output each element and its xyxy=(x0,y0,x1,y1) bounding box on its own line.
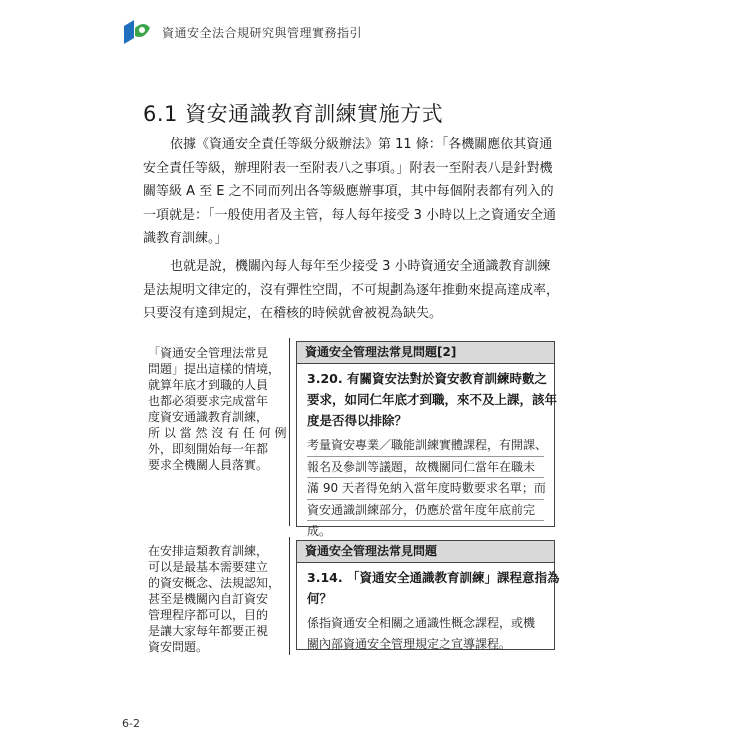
faq-question xyxy=(297,364,558,431)
margin-note-2 xyxy=(148,543,283,655)
faq-answer xyxy=(297,609,554,654)
note-line: 甚至是機關內自訂資安 xyxy=(148,592,269,606)
body-paragraph-2 xyxy=(143,255,575,326)
faq-box-header: 資通安全管理法常見問題[2] xyxy=(297,342,554,364)
body-paragraph-1 xyxy=(143,133,575,251)
answer-line: 報名及參訓等議題，故機關同仁當年在職未 xyxy=(307,457,544,479)
faq-box-header: 資通安全管理法常見問題 xyxy=(297,541,554,563)
answer-line: 係指資通安全相關之通識性概念課程，或機 xyxy=(307,616,536,630)
running-header xyxy=(122,18,722,48)
divider-line xyxy=(289,537,290,655)
answer-line: 成。 xyxy=(307,521,544,543)
paragraph-line: 安全責任等級，辦理附表一至附表八之事項。」附表一至附表八是針對機 xyxy=(143,160,553,176)
publisher-logo-icon xyxy=(122,18,152,46)
faq-box-2 xyxy=(296,540,560,651)
divider-line xyxy=(289,338,290,526)
note-line: 外，即刻開始每一年都 xyxy=(148,442,269,456)
paragraph-line: 是法規明文律定的，沒有彈性空間，不可規劃為逐年推動來提高達成率， xyxy=(143,282,560,298)
faq-box-1 xyxy=(296,341,558,538)
paragraph-line: 只要沒有達到規定，在稽核的時候就會被視為缺失。 xyxy=(143,306,443,322)
note-line: 所 以 當 然 沒 有 任 何 例 xyxy=(148,426,287,440)
margin-note-1 xyxy=(148,345,287,473)
question-line: 3.20. 有關資安法對於資安教育訓練時數之 xyxy=(307,371,547,386)
note-line: 也都必須要求完成當年 xyxy=(148,394,269,408)
answer-line: 考量資安專業／職能訓練實體課程，有開課、 xyxy=(307,435,544,457)
page-number: 6-2 xyxy=(122,717,140,730)
question-line: 何？ xyxy=(307,591,333,606)
question-line: 3.14. 「資通安全通識教育訓練」課程意指為 xyxy=(307,570,560,585)
note-line: 「資通安全管理法常見 xyxy=(148,346,269,360)
paragraph-line: 一項就是：「一般使用者及主管，每人每年接受 3 小時以上之資通安全通 xyxy=(143,207,557,223)
note-line: 可以是最基本需要建立 xyxy=(148,560,269,574)
question-line: 要求，如同仁年底才到職，來不及上課，該年 xyxy=(307,392,558,407)
note-line: 要求全機關人員落實。 xyxy=(148,458,269,472)
faq-question xyxy=(297,563,560,609)
note-line: 度資安通識教育訓練， xyxy=(148,410,269,424)
answer-line: 關內部資通安全管理規定之宣導課程。 xyxy=(307,636,512,651)
paragraph-line: 識教育訓練。」 xyxy=(143,231,228,247)
note-line: 管理程序都可以，目的 xyxy=(148,608,269,622)
note-line: 問題」提出這樣的情境， xyxy=(148,362,281,376)
note-line: 在安排這類教育訓練， xyxy=(148,544,269,558)
note-line: 就算年底才到職的人員 xyxy=(148,378,269,392)
answer-line: 滿 90 天者得免納入當年度時數要求名單；而 xyxy=(307,478,544,500)
note-line: 是讓大家每年都要正視 xyxy=(148,624,269,638)
faq-answer xyxy=(297,431,554,543)
question-line: 度是否得以排除？ xyxy=(307,413,408,428)
note-line: 的資安概念、法規認知， xyxy=(148,576,281,590)
note-line: 資安問題。 xyxy=(148,640,209,654)
paragraph-line: 也就是說，機關內每人每年至少接受 3 小時資通安全通識教育訓練 xyxy=(170,259,551,274)
section-title: 6.1 資安通識教育訓練實施方式 xyxy=(143,102,444,126)
book-title: 資通安全法合規研究與管理實務指引 xyxy=(162,26,363,40)
paragraph-line: 關等級 A 至 E 之不同而列出各等級應辦事項，其中每個附表都有列入的 xyxy=(143,184,554,200)
answer-line: 資安通識訓練部分，仍應於當年度年底前完 xyxy=(307,500,544,522)
paragraph-line: 依據《資通安全責任等級分級辦法》第 11 條：「各機關應依其資通 xyxy=(170,137,553,152)
